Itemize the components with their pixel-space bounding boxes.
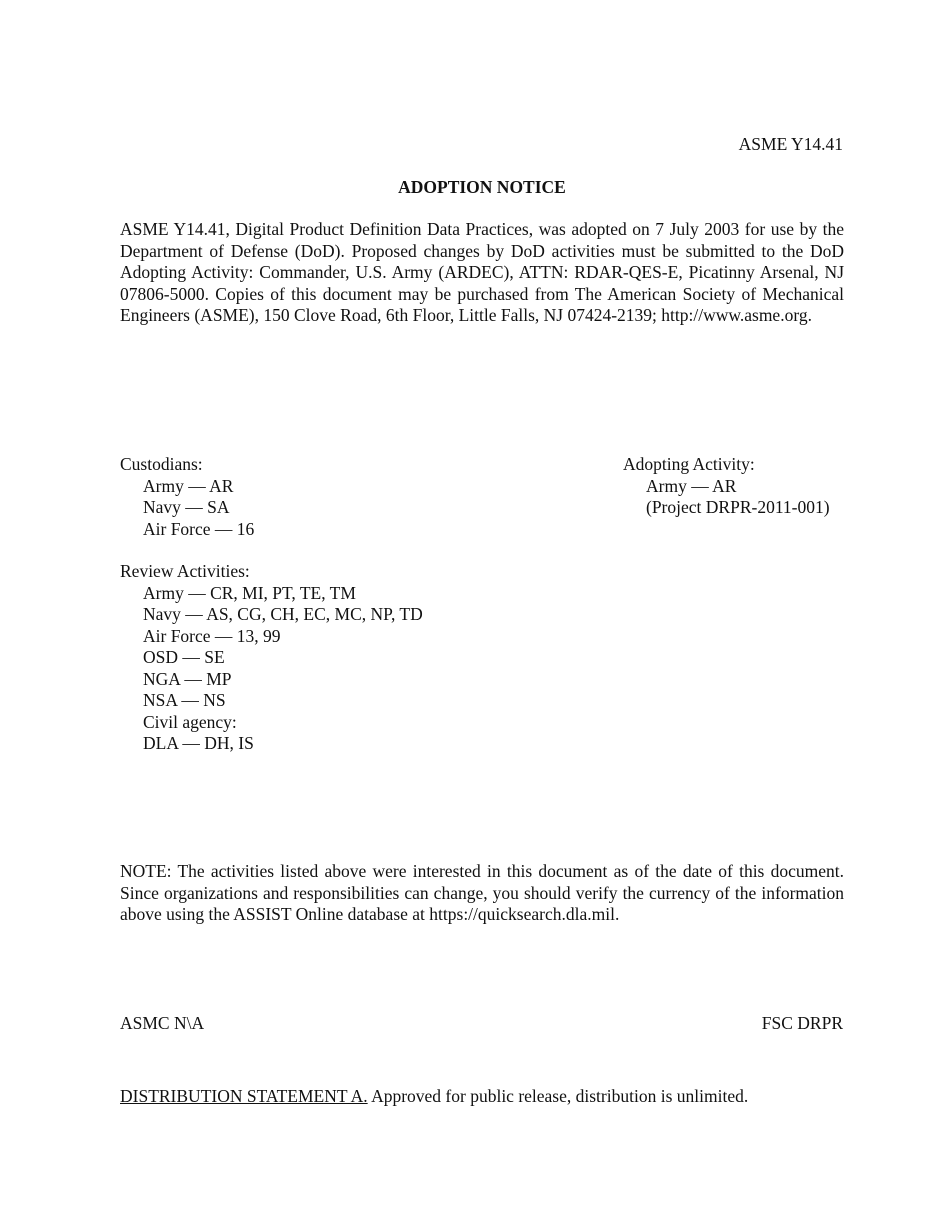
review-activity-item: NSA — NS — [143, 690, 226, 710]
custodian-item: Navy — SA — [143, 497, 230, 517]
fsc-code: FSC DRPR — [761, 1013, 843, 1033]
review-activities-block — [120, 561, 423, 755]
intro-paragraph: ASME Y14.41, Digital Product Definition Data Practices, was adopted on 7 July 2003 for use by the Department of Defense (DoD). Proposed changes by DoD activities must be submitted to the DoD Adopting Activity: Commander, U.S. Army (ARDEC), ATTN: RDAR-QES-E, Picatinny Arsenal, NJ 07806-5000. Copies of this document may be purchased from The American Society of Mechanical Engineers (ASME), 150 Clove Road, 6th Floor, Little Falls, NJ 07424-2139; http://www.asme.org. — [120, 219, 844, 325]
asmc-code: ASMC N\A — [120, 1013, 205, 1033]
adopting-activity-item: Army — AR — [646, 475, 737, 496]
custodian-item: Army — AR — [143, 475, 234, 496]
review-activity-item: NGA — MP — [143, 668, 232, 689]
review-activity-item: Civil agency: — [143, 711, 237, 732]
document-id: ASME Y14.41 — [738, 134, 843, 154]
note-paragraph: NOTE: The activities listed above were interested in this document as of the date of this document. Since organizations and responsibilities can change, you should verify the currency of the information above using the ASSIST Online database at https://quicksearch.dla.mil. — [120, 861, 844, 924]
adopting-activity-heading: Adopting Activity: — [623, 454, 755, 474]
adopting-activity-item: (Project DRPR-2011-001) — [646, 497, 830, 517]
distribution-text: Approved for public release, distribution is unlimited. — [367, 1086, 749, 1106]
distribution-label: DISTRIBUTION STATEMENT A. — [120, 1086, 368, 1106]
distribution-statement — [120, 1085, 748, 1107]
review-activity-item: Army — CR, MI, PT, TE, TM — [143, 582, 356, 603]
custodians-heading: Custodians: — [120, 454, 203, 474]
review-activity-item: OSD — SE — [143, 647, 225, 667]
custodian-item: Air Force — 16 — [143, 518, 255, 539]
review-activity-item: Navy — AS, CG, CH, EC, MC, NP, TD — [143, 604, 423, 624]
review-activity-item: Air Force — 13, 99 — [143, 625, 281, 646]
adopting-activity-block — [623, 454, 830, 519]
page-title: ADOPTION NOTICE — [398, 177, 566, 197]
review-activity-item: DLA — DH, IS — [143, 733, 254, 753]
review-activities-heading: Review Activities: — [120, 561, 250, 581]
custodians-block — [120, 454, 254, 540]
